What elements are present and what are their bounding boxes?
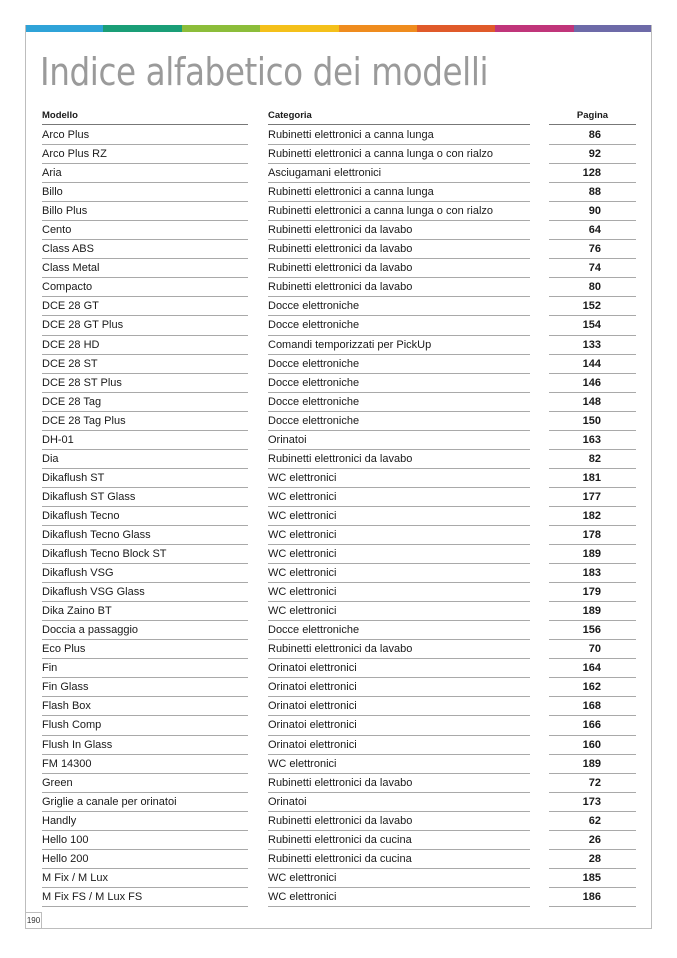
category-cell: Docce elettroniche [268, 393, 530, 412]
table-row [0, 583, 677, 602]
header-model: Modello [42, 108, 248, 125]
model-cell: Dikaflush VSG Glass [42, 583, 248, 602]
page-cell: 163 [549, 431, 636, 450]
page-cell: 189 [549, 755, 636, 774]
table-row [0, 183, 677, 202]
table-row [0, 240, 677, 259]
table-row [0, 145, 677, 164]
page-cell: 90 [549, 202, 636, 221]
table-row [0, 831, 677, 850]
table-row [0, 221, 677, 240]
table-row [0, 488, 677, 507]
page-number: 190 [25, 912, 42, 929]
category-cell: WC elettronici [268, 488, 530, 507]
table-row [0, 602, 677, 621]
model-cell: Dikaflush VSG [42, 564, 248, 583]
category-cell: Orinatoi elettronici [268, 736, 530, 755]
category-cell: WC elettronici [268, 526, 530, 545]
page-cell: 166 [549, 716, 636, 735]
table-row [0, 278, 677, 297]
page-cell: 183 [549, 564, 636, 583]
category-cell: WC elettronici [268, 564, 530, 583]
table-row [0, 316, 677, 335]
model-cell: Dia [42, 450, 248, 469]
table-row [0, 450, 677, 469]
page-cell: 133 [549, 336, 636, 355]
page-cell: 72 [549, 774, 636, 793]
model-cell: Class Metal [42, 259, 248, 278]
page-cell: 128 [549, 164, 636, 183]
category-cell: Rubinetti elettronici a canna lunga [268, 183, 530, 202]
page-cell: 92 [549, 145, 636, 164]
index-table [0, 126, 677, 907]
model-cell: DCE 28 ST [42, 355, 248, 374]
page-cell: 186 [549, 888, 636, 907]
page-cell: 26 [549, 831, 636, 850]
model-cell: Flash Box [42, 697, 248, 716]
table-row [0, 374, 677, 393]
model-cell: DCE 28 GT Plus [42, 316, 248, 335]
model-cell: Eco Plus [42, 640, 248, 659]
category-cell: WC elettronici [268, 869, 530, 888]
table-row [0, 774, 677, 793]
table-row [0, 355, 677, 374]
page-cell: 86 [549, 126, 636, 145]
page-cell: 80 [549, 278, 636, 297]
table-row [0, 678, 677, 697]
page-cell: 173 [549, 793, 636, 812]
table-row [0, 755, 677, 774]
category-cell: Rubinetti elettronici da lavabo [268, 221, 530, 240]
table-row [0, 336, 677, 355]
page-cell: 178 [549, 526, 636, 545]
model-cell: Class ABS [42, 240, 248, 259]
model-cell: Dikaflush ST [42, 469, 248, 488]
model-cell: Handly [42, 812, 248, 831]
category-cell: Rubinetti elettronici a canna lunga o con rialzo [268, 202, 530, 221]
category-cell: WC elettronici [268, 602, 530, 621]
page-cell: 76 [549, 240, 636, 259]
header-category: Categoria [268, 108, 530, 125]
page-cell: 168 [549, 697, 636, 716]
category-cell: Comandi temporizzati per PickUp [268, 336, 530, 355]
page-title: Indice alfabetico dei modelli [40, 50, 489, 94]
model-cell: DCE 28 ST Plus [42, 374, 248, 393]
table-row [0, 507, 677, 526]
category-cell: Rubinetti elettronici da lavabo [268, 240, 530, 259]
category-cell: Docce elettroniche [268, 297, 530, 316]
model-cell: Flush Comp [42, 716, 248, 735]
model-cell: Dikaflush Tecno Glass [42, 526, 248, 545]
table-row [0, 640, 677, 659]
page-cell: 177 [549, 488, 636, 507]
model-cell: M Fix FS / M Lux FS [42, 888, 248, 907]
category-cell: Rubinetti elettronici da lavabo [268, 774, 530, 793]
table-row [0, 697, 677, 716]
page-cell: 160 [549, 736, 636, 755]
table-row [0, 259, 677, 278]
model-cell: DCE 28 Tag Plus [42, 412, 248, 431]
table-row [0, 545, 677, 564]
model-cell: Arco Plus RZ [42, 145, 248, 164]
page-cell: 152 [549, 297, 636, 316]
model-cell: Hello 100 [42, 831, 248, 850]
page-cell: 148 [549, 393, 636, 412]
table-row [0, 564, 677, 583]
page-cell: 64 [549, 221, 636, 240]
category-cell: WC elettronici [268, 888, 530, 907]
table-row [0, 850, 677, 869]
page-cell: 74 [549, 259, 636, 278]
page-cell: 28 [549, 850, 636, 869]
table-row [0, 888, 677, 907]
page-cell: 70 [549, 640, 636, 659]
model-cell: Dikaflush Tecno [42, 507, 248, 526]
page-cell: 189 [549, 602, 636, 621]
table-row [0, 526, 677, 545]
table-row [0, 126, 677, 145]
page-cell: 146 [549, 374, 636, 393]
category-cell: Orinatoi elettronici [268, 697, 530, 716]
model-cell: Hello 200 [42, 850, 248, 869]
category-cell: Rubinetti elettronici da lavabo [268, 812, 530, 831]
table-row [0, 393, 677, 412]
page-cell: 88 [549, 183, 636, 202]
category-cell: Docce elettroniche [268, 316, 530, 335]
model-cell: Green [42, 774, 248, 793]
model-cell: Compacto [42, 278, 248, 297]
table-row [0, 793, 677, 812]
category-cell: WC elettronici [268, 469, 530, 488]
page-cell: 156 [549, 621, 636, 640]
model-cell: Flush In Glass [42, 736, 248, 755]
model-cell: DCE 28 GT [42, 297, 248, 316]
category-cell: Rubinetti elettronici da lavabo [268, 450, 530, 469]
category-cell: Docce elettroniche [268, 621, 530, 640]
category-cell: WC elettronici [268, 507, 530, 526]
category-cell: Docce elettroniche [268, 355, 530, 374]
category-cell: Orinatoi [268, 431, 530, 450]
category-cell: Rubinetti elettronici da lavabo [268, 278, 530, 297]
category-cell: Rubinetti elettronici da lavabo [268, 259, 530, 278]
category-cell: WC elettronici [268, 755, 530, 774]
category-cell: Asciugamani elettronici [268, 164, 530, 183]
page-cell: 185 [549, 869, 636, 888]
category-cell: WC elettronici [268, 583, 530, 602]
category-cell: WC elettronici [268, 545, 530, 564]
header-page: Pagina [549, 108, 636, 125]
page-cell: 179 [549, 583, 636, 602]
category-cell: Orinatoi elettronici [268, 678, 530, 697]
category-cell: Rubinetti elettronici da lavabo [268, 640, 530, 659]
table-row [0, 412, 677, 431]
page-cell: 150 [549, 412, 636, 431]
model-cell: Doccia a passaggio [42, 621, 248, 640]
category-cell: Docce elettroniche [268, 412, 530, 431]
page-cell: 62 [549, 812, 636, 831]
table-row [0, 164, 677, 183]
table-row [0, 621, 677, 640]
model-cell: Dika Zaino BT [42, 602, 248, 621]
table-row [0, 659, 677, 678]
table-row [0, 431, 677, 450]
table-row [0, 736, 677, 755]
table-row [0, 202, 677, 221]
model-cell: DH-01 [42, 431, 248, 450]
page-cell: 181 [549, 469, 636, 488]
page-cell: 189 [549, 545, 636, 564]
page-cell: 144 [549, 355, 636, 374]
category-cell: Docce elettroniche [268, 374, 530, 393]
category-cell: Orinatoi [268, 793, 530, 812]
category-cell: Orinatoi elettronici [268, 659, 530, 678]
category-cell: Rubinetti elettronici a canna lunga o con rialzo [268, 145, 530, 164]
page-cell: 164 [549, 659, 636, 678]
page-cell: 154 [549, 316, 636, 335]
table-row [0, 716, 677, 735]
page-cell: 162 [549, 678, 636, 697]
page-cell: 182 [549, 507, 636, 526]
category-cell: Rubinetti elettronici da cucina [268, 850, 530, 869]
model-cell: Billo [42, 183, 248, 202]
model-cell: DCE 28 Tag [42, 393, 248, 412]
model-cell: M Fix / M Lux [42, 869, 248, 888]
category-cell: Rubinetti elettronici a canna lunga [268, 126, 530, 145]
model-cell: Fin Glass [42, 678, 248, 697]
model-cell: Dikaflush Tecno Block ST [42, 545, 248, 564]
table-row [0, 869, 677, 888]
model-cell: Arco Plus [42, 126, 248, 145]
category-cell: Orinatoi elettronici [268, 716, 530, 735]
model-cell: Aria [42, 164, 248, 183]
category-cell: Rubinetti elettronici da cucina [268, 831, 530, 850]
table-row [0, 469, 677, 488]
model-cell: Fin [42, 659, 248, 678]
model-cell: FM 14300 [42, 755, 248, 774]
table-row [0, 297, 677, 316]
model-cell: Dikaflush ST Glass [42, 488, 248, 507]
model-cell: Billo Plus [42, 202, 248, 221]
table-row [0, 812, 677, 831]
model-cell: Griglie a canale per orinatoi [42, 793, 248, 812]
page-cell: 82 [549, 450, 636, 469]
model-cell: DCE 28 HD [42, 336, 248, 355]
model-cell: Cento [42, 221, 248, 240]
